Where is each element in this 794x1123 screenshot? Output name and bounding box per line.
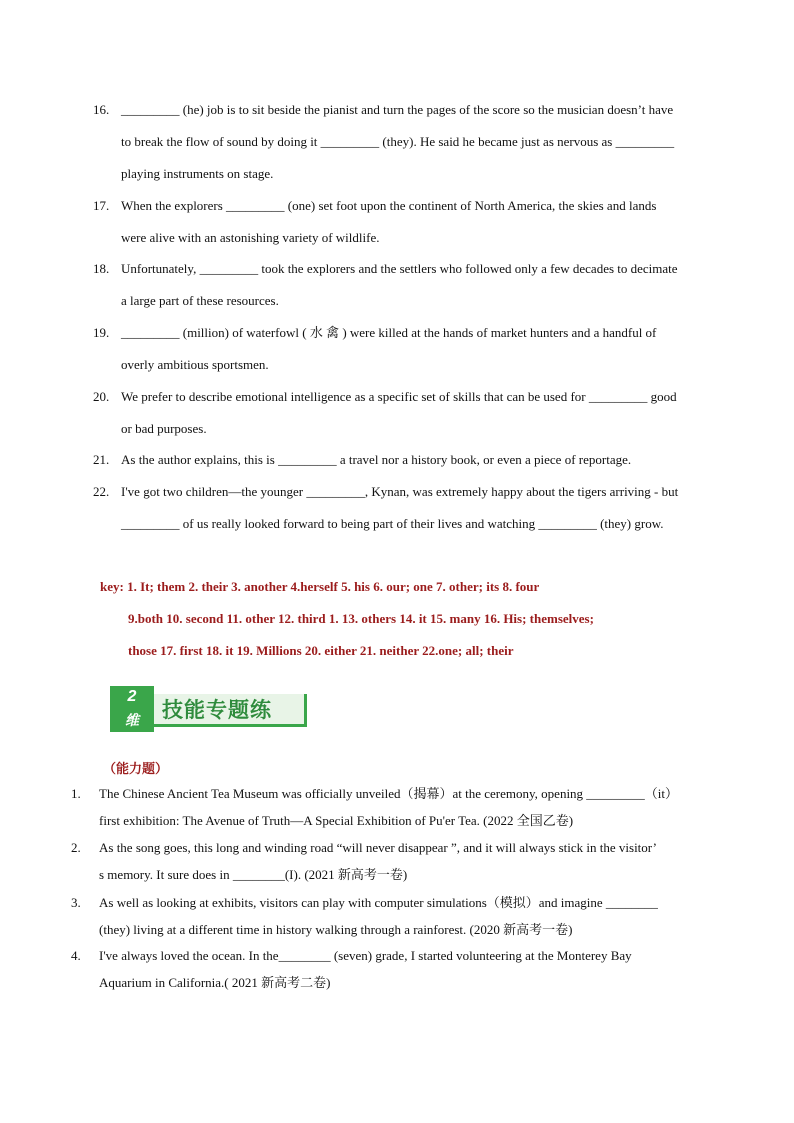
question-line: a large part of these resources.: [121, 293, 279, 308]
question-line: As the song goes, this long and winding road “will never disappear ”, and it will always stick in the visitor’: [99, 840, 657, 855]
question-number: 2.: [71, 840, 81, 855]
question-18: [93, 253, 733, 317]
question-number: 17.: [93, 198, 110, 213]
question-number: 4.: [71, 948, 81, 963]
section-subtitle: （能力题）: [103, 762, 169, 777]
question-line: playing instruments on stage.: [121, 166, 274, 181]
question-line: I've always loved the ocean. In the________ (seven) grade, I started volunteering at the Monterey Bay: [99, 948, 632, 963]
question-line: When the explorers _________ (one) set foot upon the continent of North America, the skies and lands: [121, 198, 657, 213]
question-line: s memory. It sure does in ________(I). (2021 新高考一卷): [99, 867, 408, 882]
question-19: [93, 317, 733, 381]
question-line: The Chinese Ancient Tea Museum was officially unveiled（揭幕）at the ceremony, opening _________（it）: [99, 786, 679, 801]
answer-key-line: 9.both 10. second 11. other 12. third 1. 13. others 14. it 15. many 16. His; themselves;: [128, 611, 594, 626]
question-number: 19.: [93, 325, 110, 340]
question-line: _________ of us really looked forward to being part of their lives and watching _________ (they) grow.: [121, 516, 664, 531]
section-banner: [110, 686, 305, 734]
question-line: or bad purposes.: [121, 421, 207, 436]
question-line: first exhibition: The Avenue of Truth—A Special Exhibition of Pu'er Tea. (2022 全国乙卷): [99, 813, 574, 828]
question-22: [93, 476, 733, 540]
question-line: We prefer to describe emotional intelligence as a specific set of skills that can be used for _________ good: [121, 389, 677, 404]
question-line: Aquarium in California.( 2021 新高考二卷): [99, 975, 331, 990]
question-number: 21.: [93, 452, 110, 467]
answer-key-line: key: 1. It; them 2. their 3. another 4.herself 5. his 6. our; one 7. other; its 8. four: [100, 579, 540, 594]
question-number: 22.: [93, 484, 110, 499]
question-number: 20.: [93, 389, 110, 404]
question-line: As well as looking at exhibits, visitors can play with computer simulations（模拟）and imagine ________: [99, 895, 658, 910]
practice-question-1: [71, 780, 741, 834]
question-line: As the author explains, this is _________ a travel nor a history book, or even a piece of reportage.: [121, 452, 632, 467]
answer-key: [100, 571, 740, 667]
question-line: _________ (million) of waterfowl ( 水 禽 ) were killed at the hands of market hunters and a handful of: [121, 325, 657, 340]
question-line: (they) living at a different time in history walking through a rainforest. (2020 新高考一卷): [99, 922, 573, 937]
question-17: [93, 190, 733, 254]
question-16: [93, 94, 733, 190]
question-number: 16.: [93, 102, 110, 117]
question-line: to break the flow of sound by doing it _________ (they). He said he became just as nervous as _________: [121, 134, 675, 149]
question-line: Unfortunately, _________ took the explorers and the settlers who followed only a few decades to decimate: [121, 261, 678, 276]
question-line: overly ambitious sportsmen.: [121, 357, 269, 372]
practice-question-2: [71, 834, 741, 888]
section-badge-number: 2: [127, 688, 137, 705]
question-20: [93, 381, 733, 445]
question-number: 1.: [71, 786, 81, 801]
answer-key-line: those 17. first 18. it 19. Millions 20. either 21. neither 22.one; all; their: [128, 643, 514, 658]
question-number: 18.: [93, 261, 110, 276]
practice-question-3: [71, 889, 741, 943]
question-line: were alive with an astonishing variety of wildlife.: [121, 230, 380, 245]
question-line: _________ (he) job is to sit beside the pianist and turn the pages of the score so the musician doesn’t have: [121, 102, 674, 117]
question-number: 3.: [71, 895, 81, 910]
question-21: [93, 444, 733, 476]
question-line: I've got two children—the younger _________, Kynan, was extremely happy about the tigers arriving - but: [121, 484, 679, 499]
section-badge-char: 维: [125, 713, 139, 729]
section-title: 技能专题练: [162, 698, 272, 722]
section-badge: [110, 686, 154, 732]
practice-question-4: [71, 942, 741, 996]
